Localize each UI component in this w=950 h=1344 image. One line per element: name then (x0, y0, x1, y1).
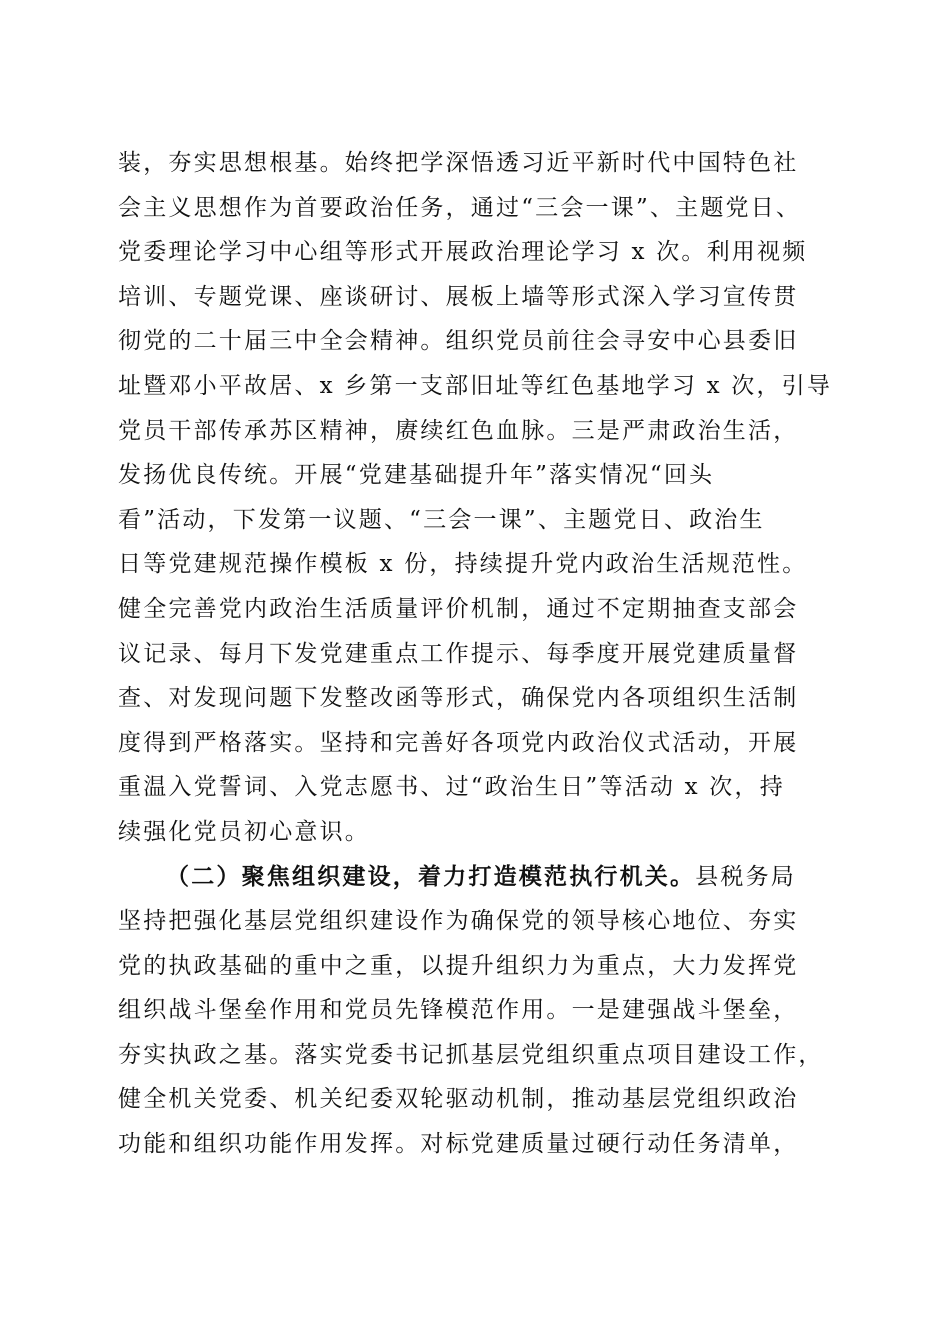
section-heading: （二）聚焦组织建设，着力打造模范执行机关。 (166, 862, 696, 890)
paragraph-2 (118, 855, 838, 1167)
text-line: 党员干部传承苏区精神，赓续红色血脉。三是严肃政治生活， (118, 417, 799, 444)
text-line: 夯实执政之基。落实党委书记抓基层党组织重点项目建设工作， (118, 1041, 824, 1068)
text-line: 健全机关党委、机关纪委双轮驱动机制，推动基层党组织政治 (118, 1086, 799, 1113)
text-line: 址暨邓小平故居、x 乡第一支部旧址等红色基地学习 x 次，引导 (118, 372, 833, 399)
text-line: 功能和组织功能作用发挥。对标党建质量过硬行动任务清单， (118, 1131, 799, 1158)
text-line: 装，夯实思想根基。始终把学深悟透习近平新时代中国特色社 (118, 150, 799, 176)
text-line: 查、对发现问题下发整改函等形式，确保党内各项组织生活制 (118, 685, 799, 712)
text-line: 党委理论学习中心组等形式开展政治理论学习 x 次。利用视频 (118, 239, 808, 266)
text-line: 组织战斗堡垒作用和党员先锋模范作用。一是建强战斗堡垒， (118, 997, 799, 1024)
body-text (118, 141, 838, 1167)
text-line: 重温入党誓词、入党志愿书、过“政治生日”等活动 x 次，持 (118, 774, 785, 801)
text-line: 党的执政基础的重中之重，以提升组织力为重点，大力发挥党 (118, 952, 799, 979)
paragraph-1 (118, 141, 838, 855)
text-line: 健全完善党内政治生活质量评价机制，通过不定期抽查支部会 (118, 595, 799, 622)
text-line: 发扬优良传统。开展“党建基础提升年”落实情况“回头 (118, 462, 715, 489)
text-line: 会主义思想作为首要政治任务，通过“三会一课”、主题党日、 (118, 194, 802, 221)
text-line: 彻党的二十届三中全会精神。组织党员前往会寻安中心县委旧 (118, 328, 799, 355)
text-line: 续强化党员初心意识。 (118, 818, 370, 845)
section-heading-line (118, 855, 838, 900)
text-line: 议记录、每月下发党建重点工作提示、每季度开展党建质量督 (118, 640, 799, 667)
text-line: 日等党建规范操作模板 x 份，持续提升党内政治生活规范性。 (118, 551, 808, 578)
text-line: 度得到严格落实。坚持和完善好各项党内政治仪式活动，开展 (118, 729, 799, 756)
text-line: 培训、专题党课、座谈研讨、展板上墙等形式深入学习宣传贯 (118, 283, 799, 310)
heading-line-rest: 县税务局 (695, 863, 797, 890)
text-line: 坚持把强化基层党组织建设作为确保党的领导核心地位、夯实 (118, 908, 799, 935)
text-line: 看”活动，下发第一议题、“三会一课”、主题党日、政治生 (118, 506, 765, 533)
